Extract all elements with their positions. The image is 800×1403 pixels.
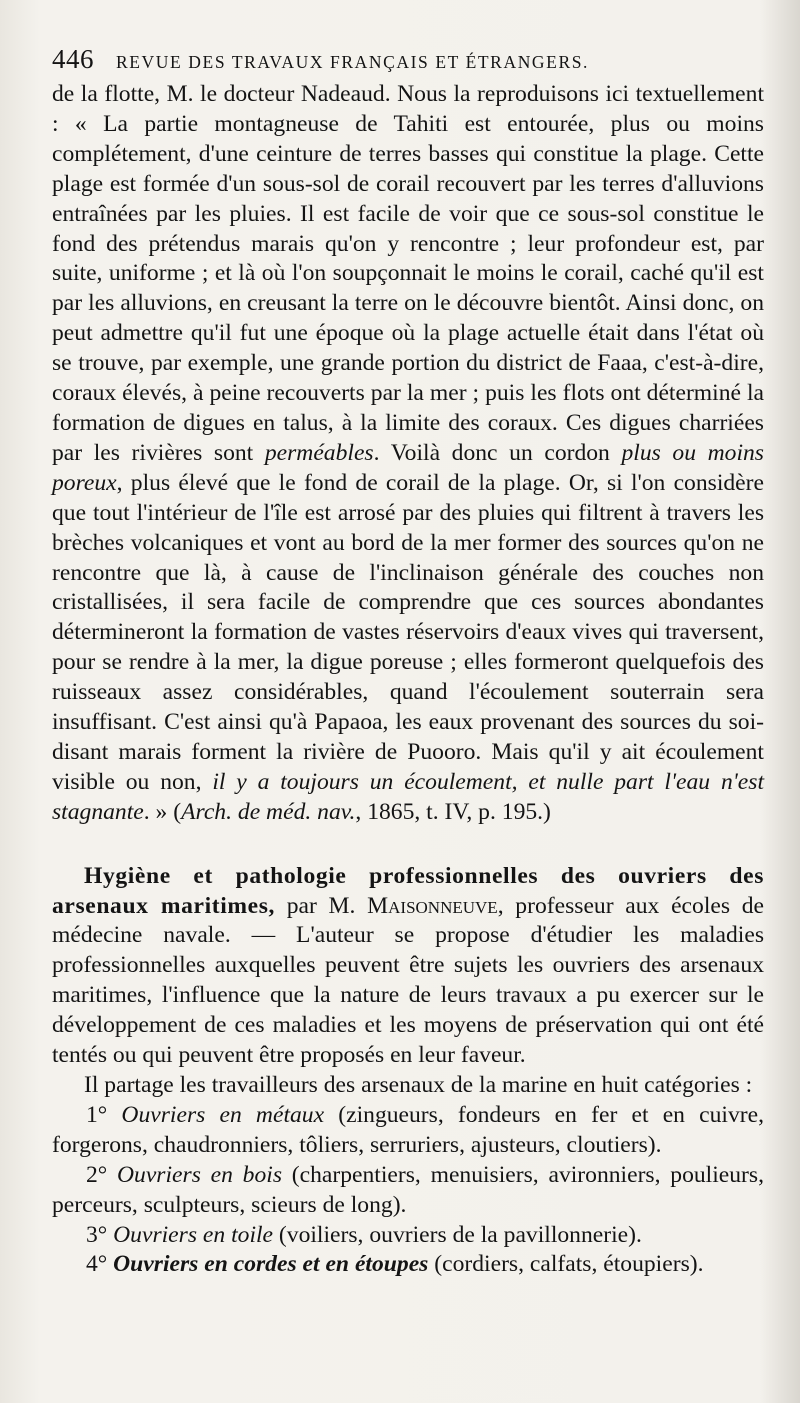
category-item: 2° Ouvriers en bois (charpentiers, menuisiers, avironniers, poulieurs, perceurs, sculpteurs, scieurs de long). bbox=[52, 1161, 764, 1218]
emphasis: il y a toujours un écoulement, et nulle part l'eau n'est stagnante bbox=[52, 768, 764, 825]
category-item: 1° Ouvriers en métaux (zingueurs, fondeurs en fer et en cuivre, forgerons, chaudronniers, tôliers, serruriers, ajusteurs, cloutiers). bbox=[52, 1101, 764, 1158]
quote-paragraph: de la flotte, M. le docteur Nadeaud. Nous la reproduisons ici textuellement : « La partie montagneuse de Tahiti est entourée, plus ou moins complétement, d'une ceinture de terres basses qui constitue la plage. Cette plage est formée d'un sous-sol de corail recouvert par les terres d'alluvions entraînées par les pluies. Il est facile de voir que ce sous-sol constitue le fond des prétendus marais qu'on y rencontre ; leur profondeur est, par suite, uniforme ; et là où l'on soupçonnait le moins le corail, caché qu'il est par les alluvions, en creusant la terre on le découvre bientôt. Ainsi donc, on peut admettre qu'il fut une époque où la plage actuelle était dans l'état où se trouve, par exemple, une grande portion du district de Faaa, c'est-à-dire, coraux élevés, à peine recouverts par la mer ; puis les flots ont déterminé la formation de digues en talus, à la limite des coraux. Ces digues charriées par les rivières sont perméables. Voilà donc un cordon plus ou moins poreux, plus élevé que le fond de corail de la plage. Or, si l'on considère que tout l'intérieur de l'île est arrosé par des pluies qui filtrent à travers les brèches volcaniques et vont au bord de la mer former des sources qu'on ne rencontre que là, à cause de l'inclinaison générale des couches non cristallisées, il sera facile de comprendre que ces sources abondantes détermineront la formation de vastes réservoirs d'eaux vives qui traversent, pour se rendre à la mer, la digue poreuse ; elles formeront quelquefois des ruisseaux assez considérables, quand l'écoulement souterrain sera insuffisant. C'est ainsi qu'à Papaoa, les eaux provenant des sources du soi-disant marais forment la rivière de Puooro. Mais qu'il y ait écoulement visible ou non, il y a toujours un écoulement, et nulle part l'eau n'est stagnante. » (Arch. de méd. nav., 1865, t. IV, p. 195.) bbox=[52, 81, 764, 825]
category-item: 4° Ouvriers en cordes et en étoupes (cordiers, calfats, étoupiers). bbox=[86, 1251, 704, 1278]
author-name: Maisonneuve bbox=[367, 892, 498, 919]
page-body bbox=[52, 80, 764, 1280]
emphasis: plus ou moins poreux bbox=[52, 439, 764, 496]
page-number: 446 bbox=[52, 44, 94, 74]
category-item: 3° Ouvriers en toile (voiliers, ouvriers de la pavillonnerie). bbox=[86, 1221, 642, 1248]
section-title: Hygiène et pathologie professionnelles des ouvriers des arsenaux maritimes, bbox=[52, 862, 764, 919]
page-header bbox=[52, 44, 764, 80]
citation-source: Arch. de méd. nav. bbox=[181, 798, 356, 825]
section-paragraph: Hygiène et pathologie professionnelles des ouvriers des arsenaux maritimes, par M. Maisonneuve, professeur aux écoles de médecine navale. — L'auteur se propose d'étudier les maladies professionnelles auxquelles peuvent être sujets les ouvriers des arsenaux maritimes, l'influence que la nature de leurs travaux a pu exercer sur le développement de ces maladies et les moyens de préservation qui ont été tentés ou qui peuvent être proposés en leur faveur. bbox=[52, 862, 765, 1069]
running-head: REVUE DES TRAVAUX FRANÇAIS ET ÉTRANGERS. bbox=[116, 52, 590, 72]
partage-paragraph: Il partage les travailleurs des arsenaux de la marine en huit catégories : bbox=[84, 1072, 753, 1098]
section-gap bbox=[52, 828, 764, 862]
emphasis: perméables bbox=[264, 439, 374, 466]
